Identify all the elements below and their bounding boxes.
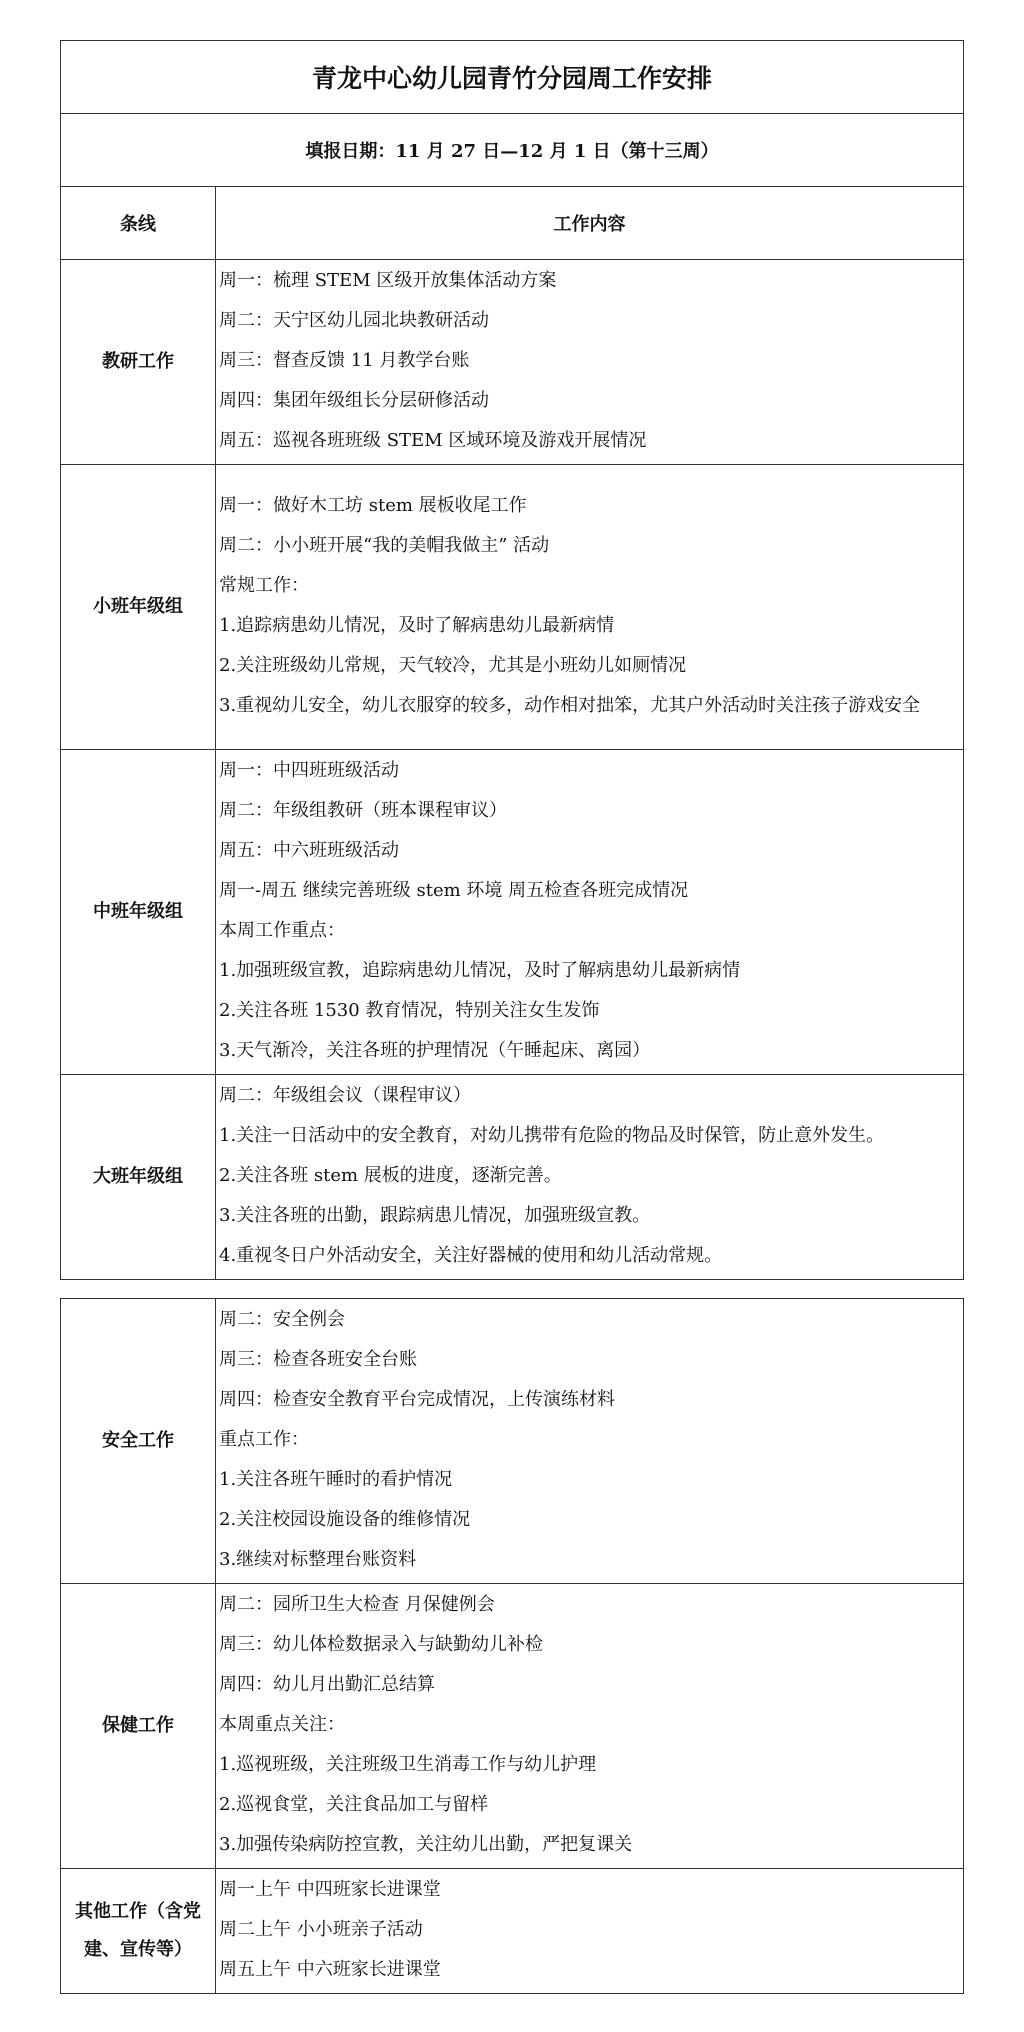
header-category: 条线 [61, 187, 216, 260]
section-row-other [61, 1869, 964, 1994]
section-content [216, 750, 964, 1075]
content-line: 3.重视幼儿安全，幼儿衣服穿的较多，动作相对拙笨，尤其户外活动时关注孩子游戏安全 [219, 695, 921, 716]
content-line: 周一-周五 继续完善班级 stem 环境 周五检查各班完成情况 [219, 880, 689, 901]
section-row-middle [61, 750, 964, 1075]
content-line: 周四：集团年级组长分层研修活动 [219, 390, 489, 411]
content-line: 周五上午 中六班家长进课堂 [219, 1959, 441, 1980]
content-line: 周二：园所卫生大检查 月保健例会 [219, 1594, 495, 1615]
content-line: 周四：幼儿月出勤汇总结算 [219, 1674, 435, 1695]
content-line: 2.关注各班 stem 展板的进度，逐渐完善。 [219, 1165, 562, 1186]
section-category: 小班年级组 [61, 465, 216, 750]
content-line: 3.关注各班的出勤，跟踪病患儿情况，加强班级宣教。 [219, 1205, 651, 1226]
content-line: 周五：巡视各班班级 STEM 区域环境及游戏开展情况 [219, 430, 647, 451]
content-line: 周三：检查各班安全台账 [219, 1349, 417, 1370]
section-row-junior [61, 465, 964, 750]
content-line: 重点工作： [219, 1429, 309, 1450]
header-content: 工作内容 [216, 187, 964, 260]
content-line: 周一：中四班班级活动 [219, 760, 399, 781]
section-category: 安全工作 [61, 1299, 216, 1584]
content-line: 周三：幼儿体检数据录入与缺勤幼儿补检 [219, 1634, 543, 1655]
content-line: 周一：梳理 STEM 区级开放集体活动方案 [219, 270, 557, 291]
section-row-health [61, 1584, 964, 1869]
weekly-schedule-table [60, 40, 964, 1280]
content-line: 周二：安全例会 [219, 1309, 345, 1330]
page-title: 青龙中心幼儿园青竹分园周工作安排 [61, 41, 964, 114]
content-line: 周二：年级组会议（课程审议） [219, 1085, 471, 1106]
content-line: 1.追踪病患幼儿情况，及时了解病患幼儿最新病情 [219, 615, 615, 636]
section-content [216, 1299, 964, 1584]
content-line: 1.关注一日活动中的安全教育，对幼儿携带有危险的物品及时保管，防止意外发生。 [219, 1125, 885, 1146]
content-line: 2.关注班级幼儿常规，天气较冷，尤其是小班幼儿如厕情况 [219, 655, 687, 676]
content-line: 2.关注各班 1530 教育情况，特别关注女生发饰 [219, 1000, 600, 1021]
section-row-safety [61, 1299, 964, 1584]
content-line: 3.加强传染病防控宣教，关注幼儿出勤，严把复课关 [219, 1834, 633, 1855]
section-category: 大班年级组 [61, 1075, 216, 1280]
section-row-research [61, 260, 964, 465]
report-date: 填报日期：11 月 27 日—12 月 1 日（第十三周） [61, 114, 964, 187]
section-content [216, 1075, 964, 1280]
content-line: 周二：小小班开展“我的美帽我做主” 活动 [219, 535, 550, 556]
section-category: 中班年级组 [61, 750, 216, 1075]
content-line: 周二：天宁区幼儿园北块教研活动 [219, 310, 489, 331]
content-line: 2.巡视食堂，关注食品加工与留样 [219, 1794, 489, 1815]
content-line: 周一：做好木工坊 stem 展板收尾工作 [219, 495, 527, 516]
content-line: 3.继续对标整理台账资料 [219, 1549, 417, 1570]
content-line: 周二：年级组教研（班本课程审议） [219, 800, 507, 821]
section-category: 保健工作 [61, 1584, 216, 1869]
content-line: 1.巡视班级，关注班级卫生消毒工作与幼儿护理 [219, 1754, 597, 1775]
section-content [216, 1584, 964, 1869]
content-line: 4.重视冬日户外活动安全，关注好器械的使用和幼儿活动常规。 [219, 1245, 723, 1266]
weekly-schedule-table-continued [60, 1298, 964, 1994]
section-content [216, 1869, 964, 1994]
content-line: 1.关注各班午睡时的看护情况 [219, 1469, 453, 1490]
content-line: 1.加强班级宣教，追踪病患幼儿情况，及时了解病患幼儿最新病情 [219, 960, 741, 981]
content-line: 本周工作重点： [219, 920, 345, 941]
content-line: 2.关注校园设施设备的维修情况 [219, 1509, 471, 1530]
content-line: 3.天气渐冷，关注各班的护理情况（午睡起床、离园） [219, 1040, 651, 1061]
section-category: 教研工作 [61, 260, 216, 465]
content-line: 周一上午 中四班家长进课堂 [219, 1879, 441, 1900]
content-line: 周五：中六班班级活动 [219, 840, 399, 861]
content-line: 周三：督查反馈 11 月教学台账 [219, 350, 470, 371]
section-row-senior [61, 1075, 964, 1280]
content-line: 周二上午 小小班亲子活动 [219, 1919, 423, 1940]
section-category: 其他工作（含党建、宣传等） [61, 1869, 216, 1994]
content-line: 本周重点关注： [219, 1714, 345, 1735]
content-line: 常规工作： [219, 575, 309, 596]
section-content [216, 465, 964, 750]
content-line: 周四：检查安全教育平台完成情况，上传演练材料 [219, 1389, 615, 1410]
section-content [216, 260, 964, 465]
